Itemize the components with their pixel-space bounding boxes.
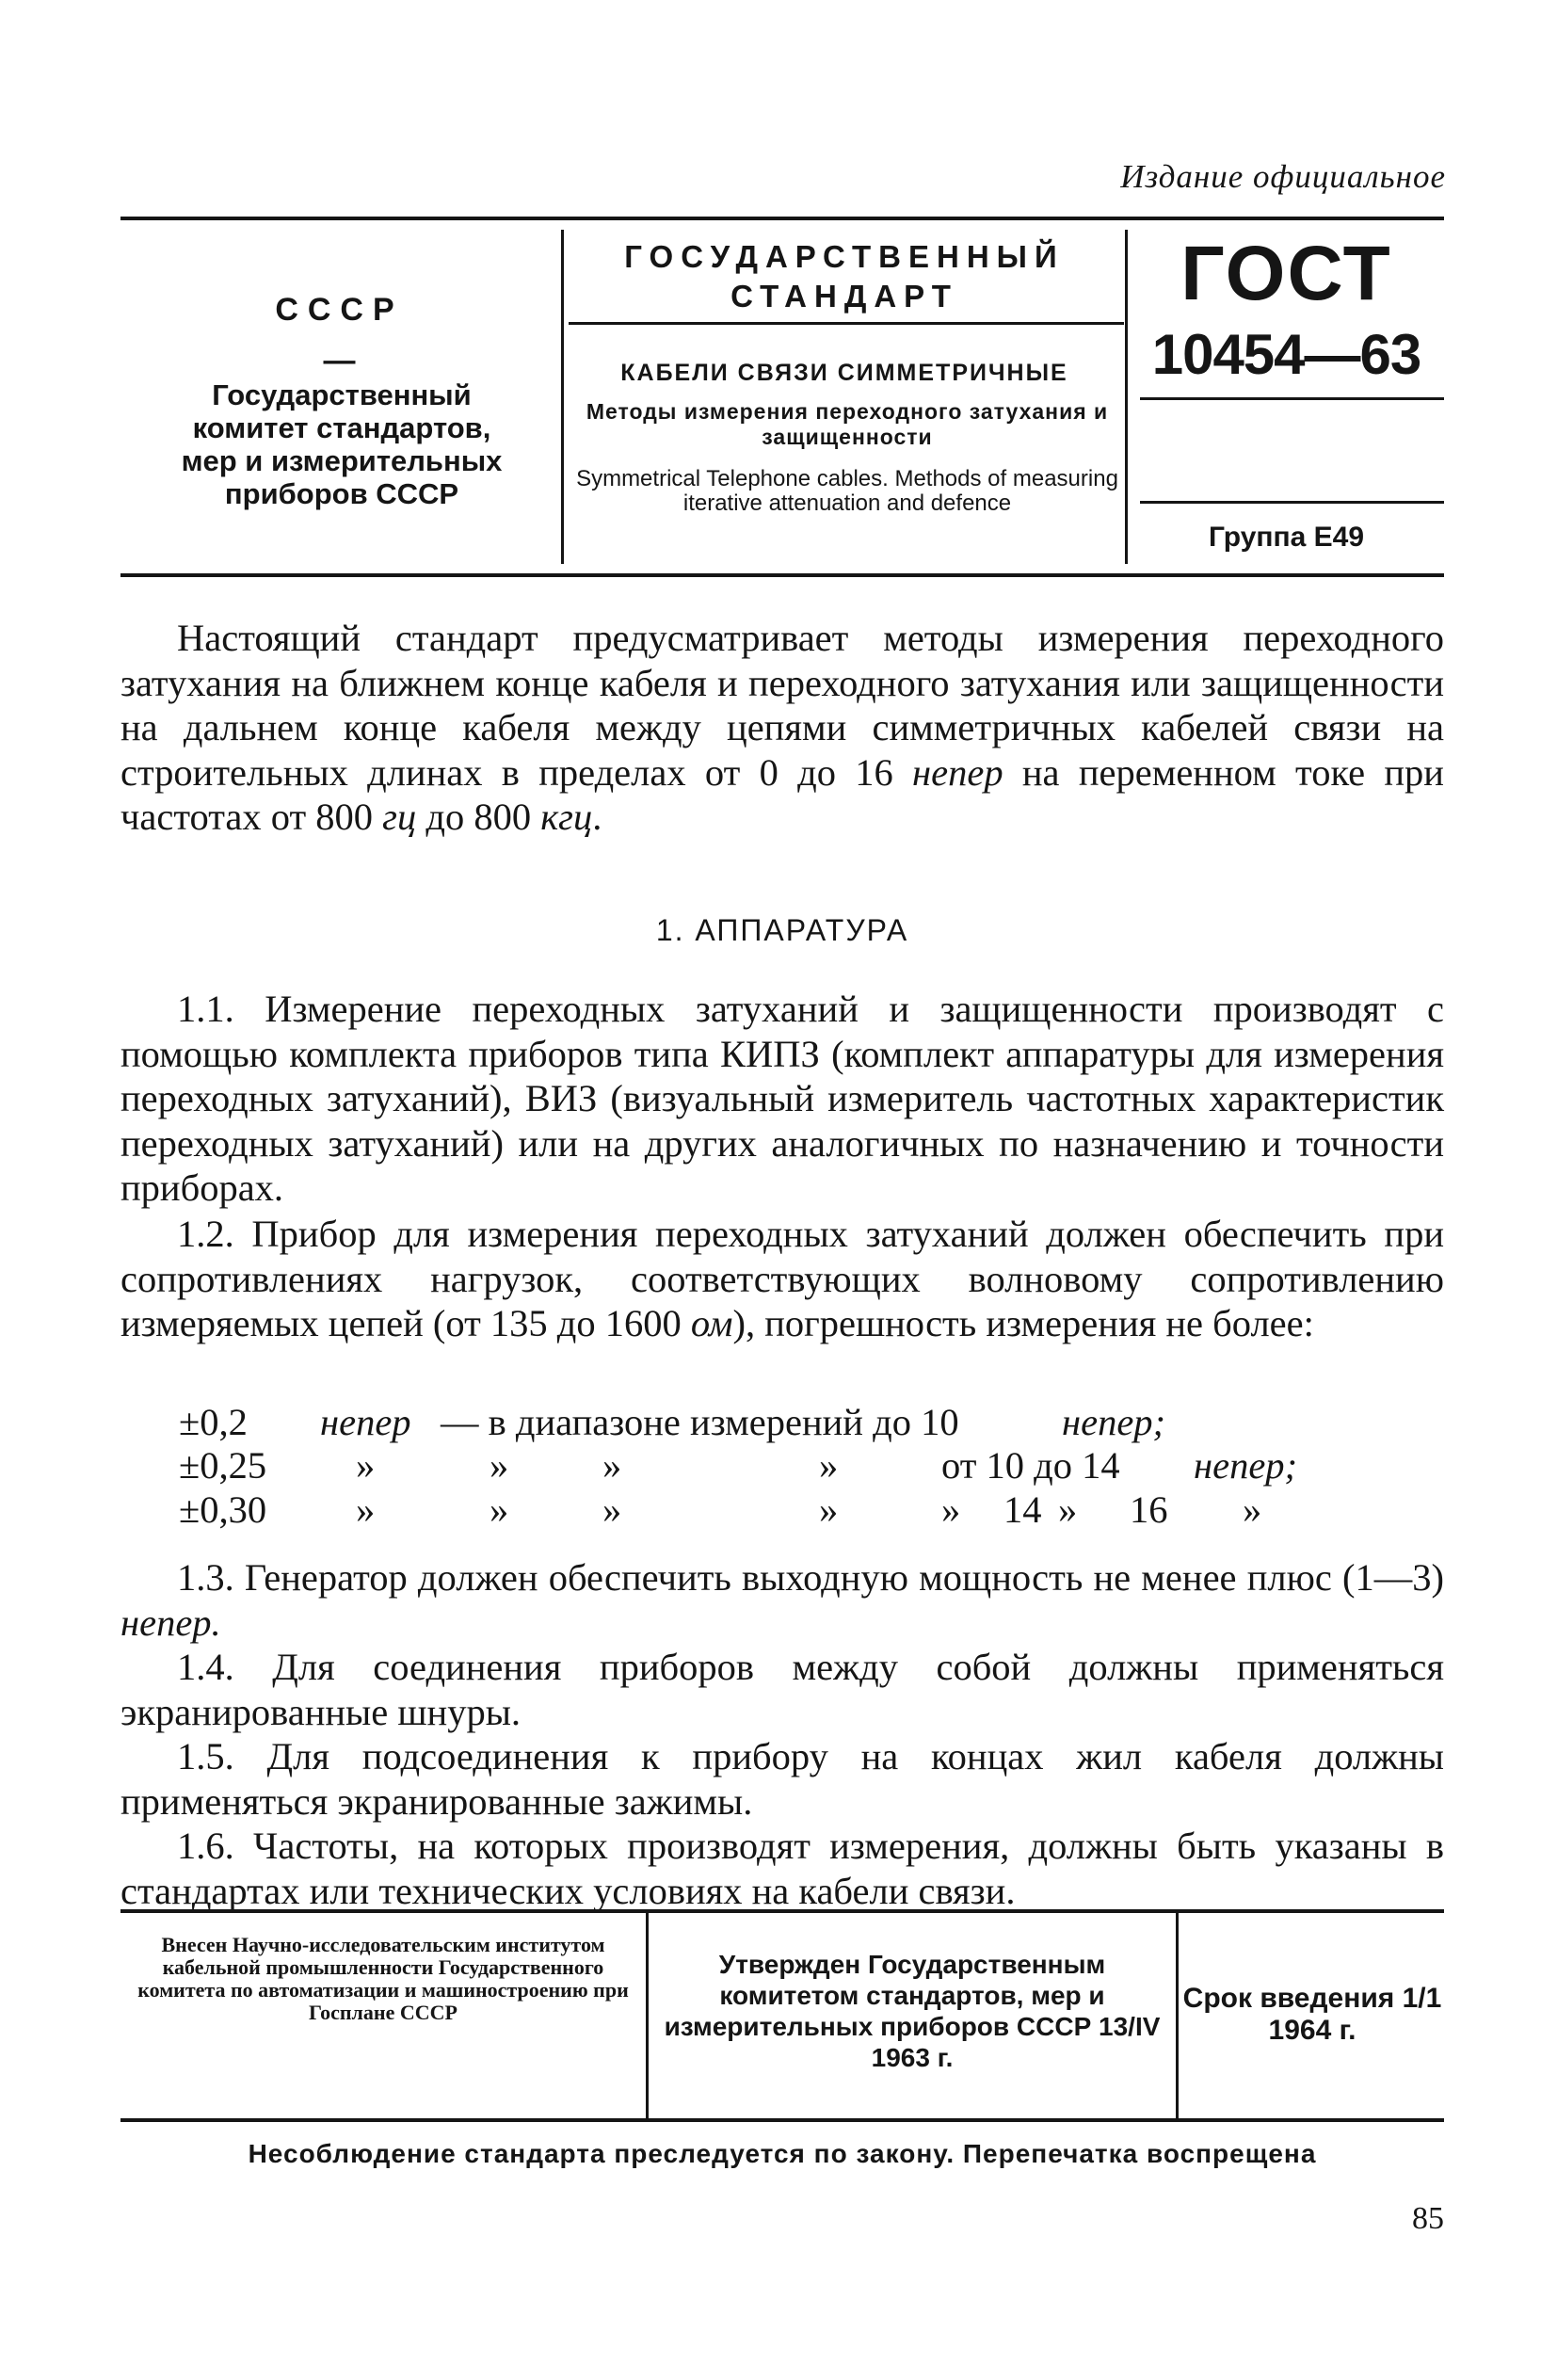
header-middle-rule	[569, 322, 1124, 325]
paragraph-1-2: 1.2. Прибор для измерения переходных затуханий должен обеспечить при сопротивлениях нагрузок, соответствующих волновому сопротивлению измеряемых цепей (от 135 до 1600 ом), погрешность измерения не более:	[120, 1213, 1444, 1344]
committee-name: Государственный комитет стандартов, мер и измерительных приборов СССР	[181, 378, 503, 510]
paragraph-1-3: 1.3. Генератор должен обеспечить выходную мощность не менее плюс (1—3) непер.	[120, 1556, 1444, 1644]
methods-title-en: Symmetrical Telephone cables. Methods of measuring iterative attenuation and defence	[576, 466, 1118, 516]
copyright-notice: Несоблюдение стандарта преследуется по закону. Перепечатка воспрещена	[248, 2139, 1317, 2168]
gost-number: 10454—63	[1151, 323, 1421, 386]
group-label: Группа Е49	[1208, 522, 1365, 553]
paragraph-1-1: 1.1. Измерение переходных затуханий и защищенности производят с помощью комплекта приборов типа КИПЗ (комплект аппаратуры для измерения переходных затуханий), ВИЗ (визуальный измеритель частотных характеристик переходных затуханий) или на других аналогичных по назначению и точности приборах.	[120, 988, 1444, 1209]
ussr-dash: —	[323, 343, 356, 378]
introduced-by: Внесен Научно-исследовательским институтом кабельной промышленности Государственного комитета по автоматизации и машиностроению при Госплане СССР	[137, 1933, 629, 2024]
gost-label: ГОСТ	[1180, 231, 1392, 316]
intro-paragraph: Настоящий стандарт предусматривает методы измерения переходного затухания на ближнем конце кабеля и переходного затухания или защищенности на дальнем конце кабеля между цепями симметричных кабелей связи на строительных длинах в пределах от 0 до 16 непер на переменном токе при частотах от 800 гц до 800 кгц.	[120, 617, 1444, 838]
header-middle-column	[565, 220, 1124, 573]
page-number: 85	[1412, 2201, 1444, 2236]
state-standard-title: ГОСУДАРСТВЕННЫЙ СТАНДАРТ	[624, 239, 1065, 314]
paragraph-1-4: 1.4. Для соединения приборов между собой должны применяться экранированные шнуры.	[120, 1646, 1444, 1733]
footer-block	[120, 1909, 1444, 2122]
header-right-column	[1129, 220, 1444, 573]
edition-label: Издание официальное	[1120, 158, 1446, 195]
footer-divider-left	[646, 1913, 649, 2118]
effective-date: Срок введения 1/1 1964 г.	[1182, 1983, 1442, 2046]
section-1-heading: 1. АППАРАТУРА	[655, 913, 909, 947]
cables-title: КАБЕЛИ СВЯЗИ СИММЕТРИЧНЫЕ	[620, 360, 1068, 386]
header-block	[120, 217, 1444, 577]
paragraph-1-5: 1.5. Для подсоединения к прибору на концах жил кабеля должны применяться экранированные зажимы.	[120, 1735, 1444, 1823]
methods-title-ru: Методы измерения переходного затухания и защищенности	[586, 399, 1109, 449]
ussr-label: СССР	[275, 292, 404, 328]
approved-by: Утвержден Государственным комитетом стандартов, мер и измерительных приборов СССР 13/IV 1963 г.	[664, 1950, 1161, 2072]
header-divider-left	[561, 230, 564, 564]
footer-divider-right	[1176, 1913, 1179, 2118]
header-right-rule-top	[1140, 397, 1444, 400]
header-right-rule-bottom	[1140, 501, 1444, 504]
paragraph-1-6: 1.6. Частоты, на которых производят измерения, должны быть указаны в стандартах или технических условиях на кабели связи.	[120, 1825, 1444, 1912]
header-divider-right	[1125, 230, 1128, 564]
header-left-column	[120, 220, 558, 573]
